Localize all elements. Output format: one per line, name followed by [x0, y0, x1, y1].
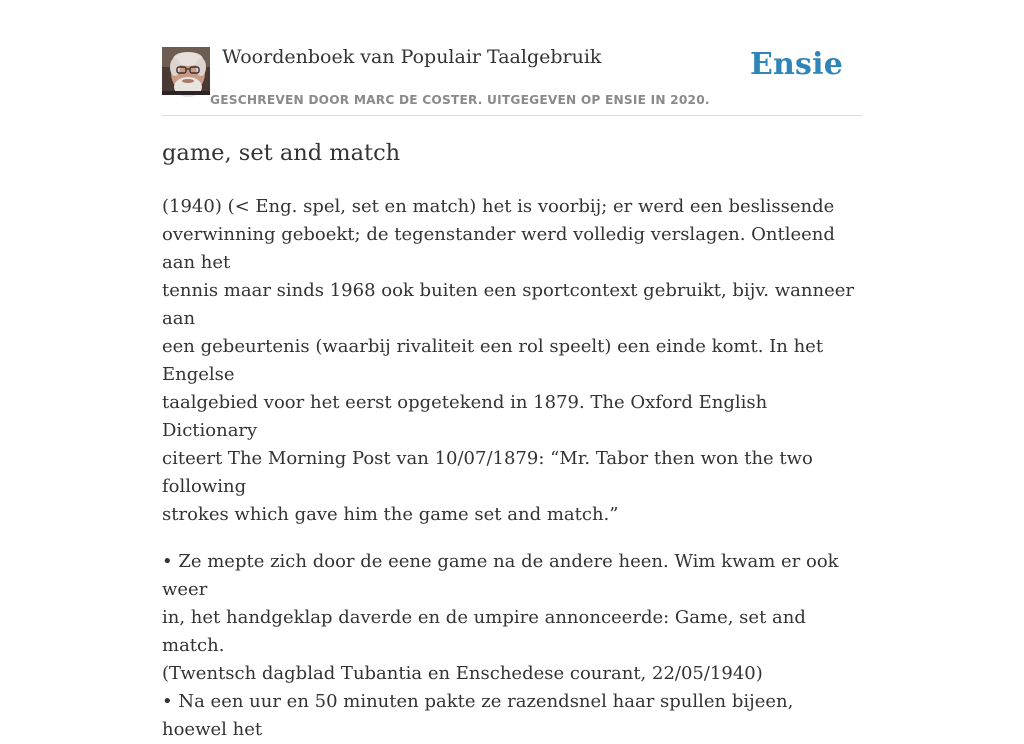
quote-line: • Ze mepte zich door de eene game na de andere heen. Wim kwam er ook weer [162, 551, 839, 600]
definition-paragraph [162, 193, 862, 529]
book-title[interactable]: Woordenboek van Populair Taalgebruik [222, 46, 602, 68]
definition-line: (1940) (< Eng. spel, set en match) het is voorbij; er werd een beslissende [162, 196, 835, 217]
definition-line: overwinning geboekt; de tegenstander werd volledig verslagen. Ontleend aan het [162, 224, 835, 273]
author-byline: GESCHREVEN DOOR MARC DE COSTER. UITGEGEVEN OP ENSIE IN 2020. [210, 93, 710, 107]
author-avatar[interactable] [162, 47, 210, 95]
quotes-paragraph [162, 548, 862, 744]
author-photo-icon [162, 47, 210, 95]
definition-line: tennis maar sinds 1968 ook buiten een sportcontext gebruikt, bijv. wanneer aan [162, 280, 854, 329]
content-column [162, 0, 862, 740]
ensie-logo[interactable]: Ensie [749, 47, 843, 82]
definition-line: een gebeurtenis (waarbij rivaliteit een rol speelt) een einde komt. In het Engelse [162, 336, 824, 385]
definition-line: citeert The Morning Post van 10/07/1879: “Mr. Tabor then won the two following [162, 448, 813, 497]
quote-line: in, het handgeklap daverde en de umpire annonceerde: Game, set and match. [162, 607, 806, 656]
entry-body [162, 193, 862, 744]
definition-line: taalgebied voor het eerst opgetekend in 1879. The Oxford English Dictionary [162, 392, 768, 441]
header [162, 0, 862, 116]
definition-line: strokes which gave him the game set and match.” [162, 504, 619, 525]
quote-line: (Twentsch dagblad Tubantia en Enschedese courant, 22/05/1940) [162, 663, 763, 684]
quote-line: • Na een uur en 50 minuten pakte ze razendsnel haar spullen bijeen, hoewel het [162, 691, 794, 740]
entry-title: game, set and match [162, 140, 401, 166]
